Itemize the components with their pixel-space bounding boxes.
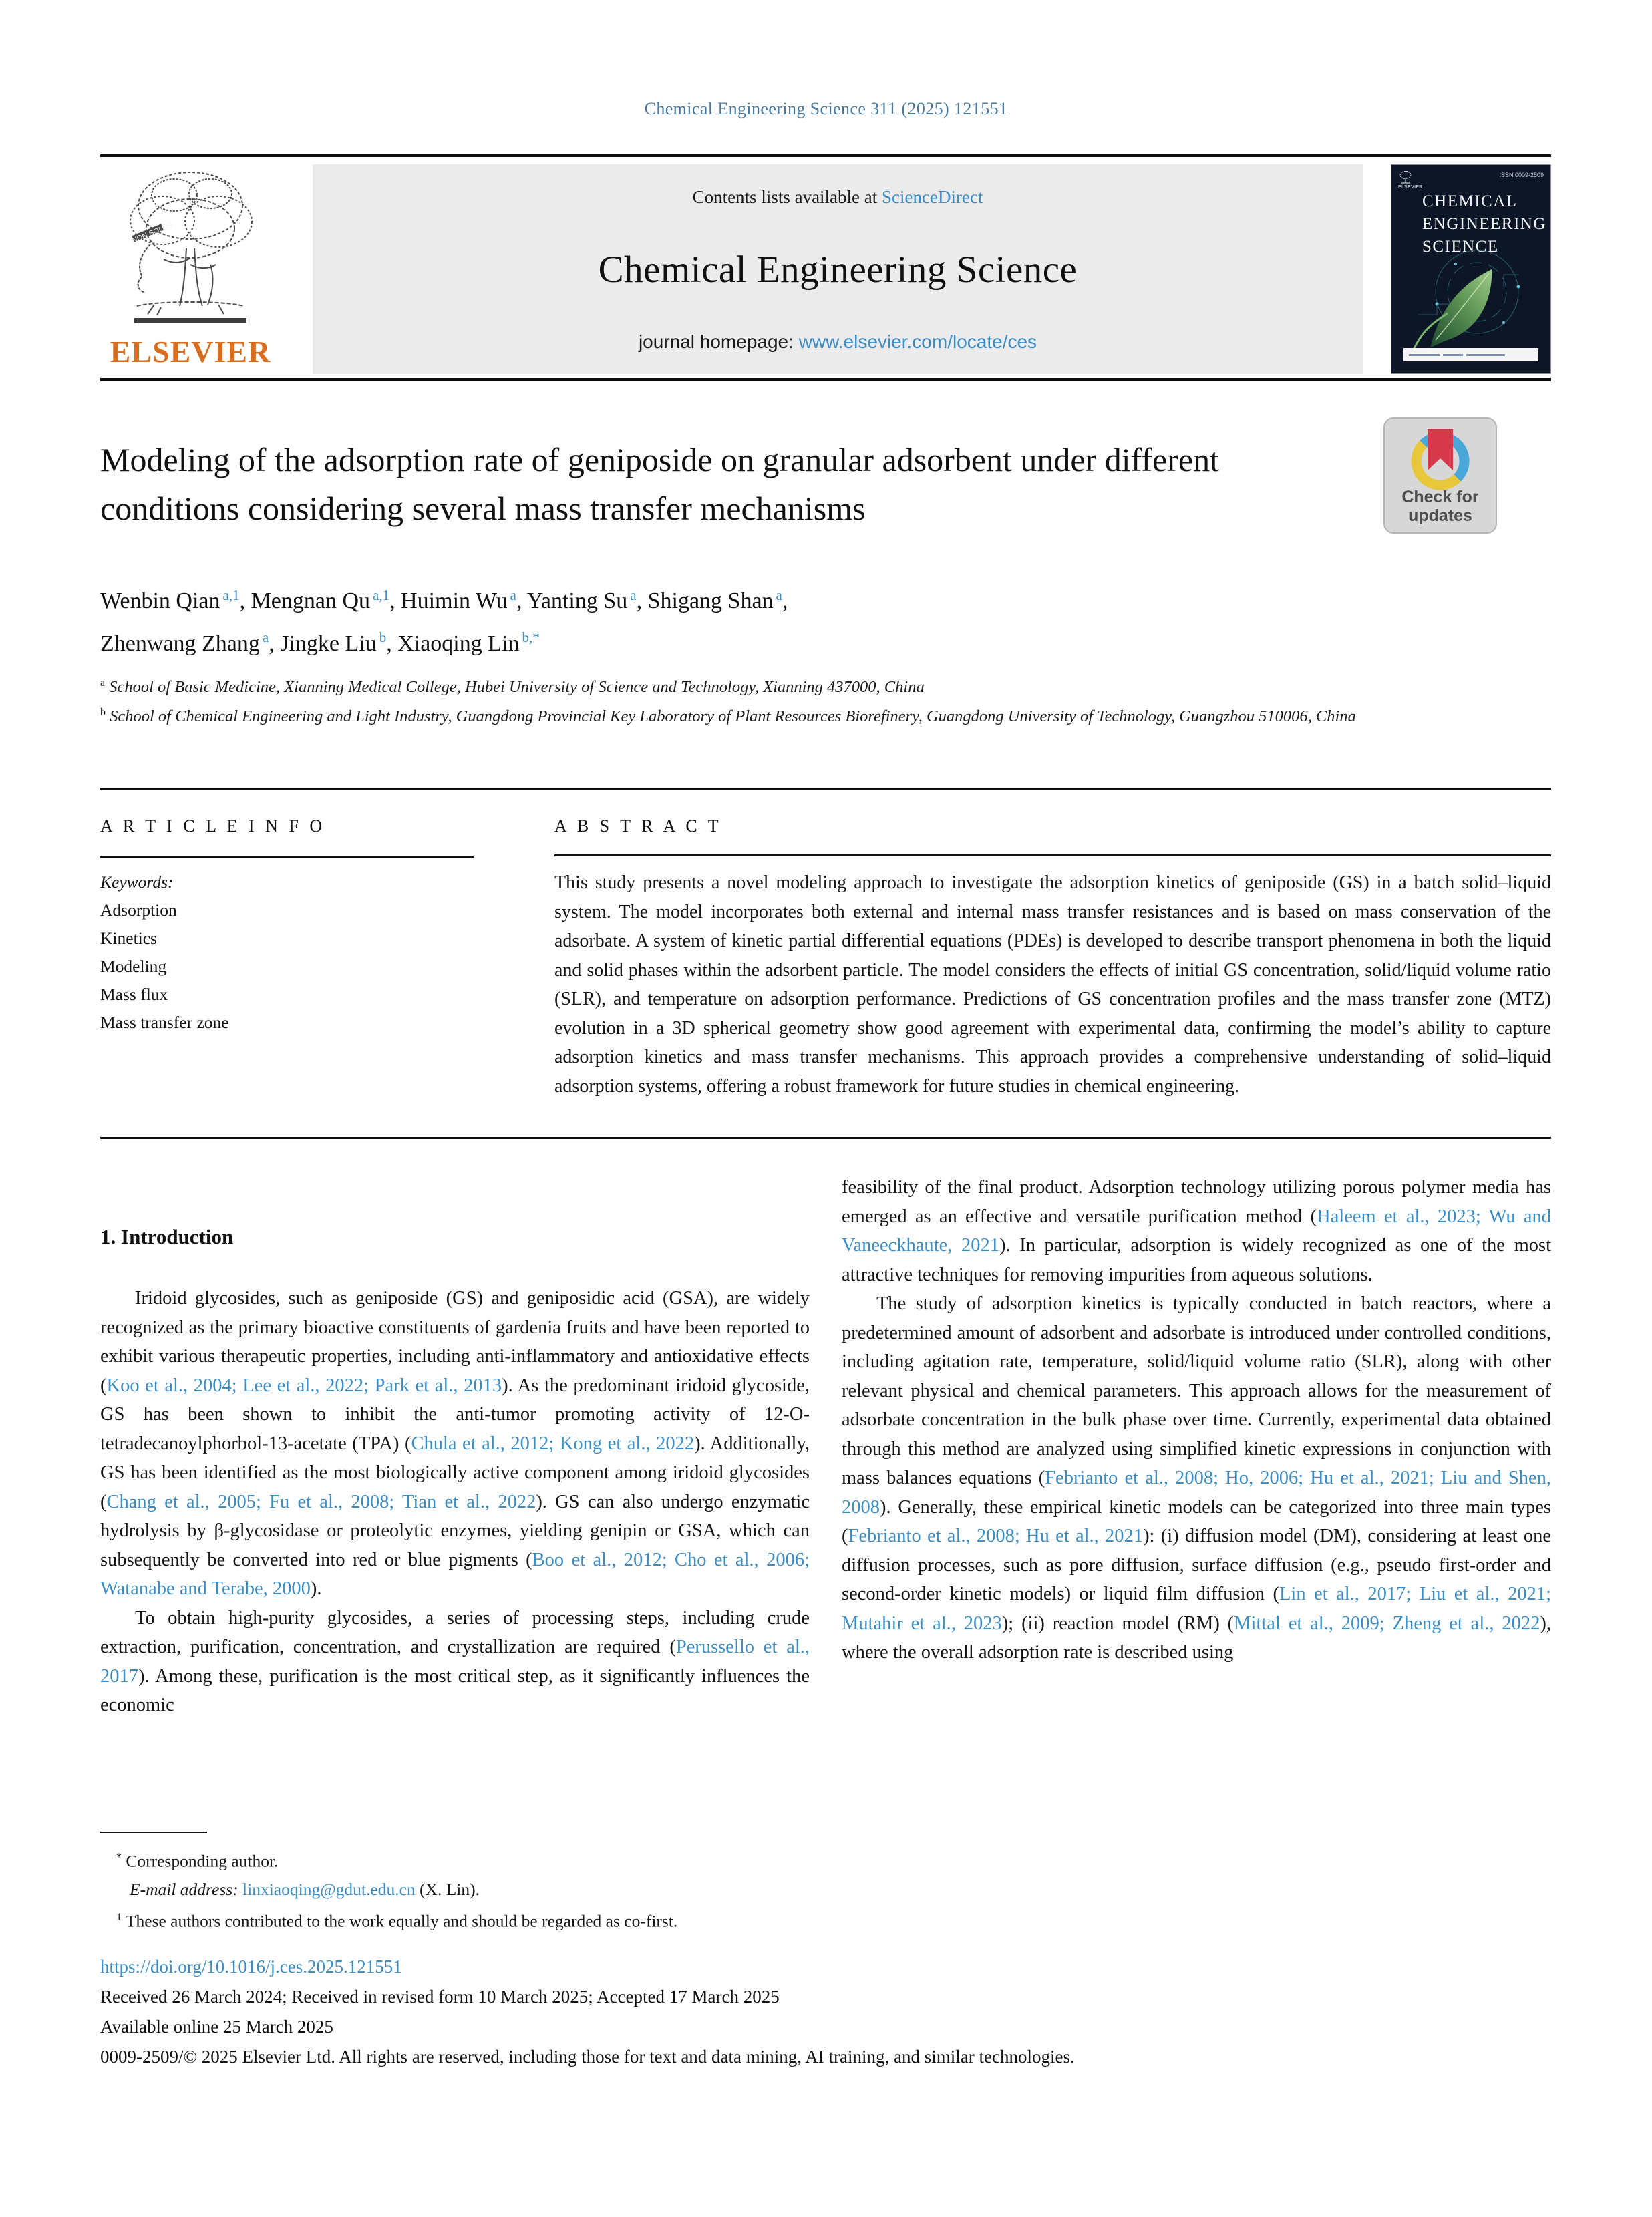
footnote-divider <box>100 1832 207 1833</box>
citation-link[interactable]: Febrianto et al., 2008; Hu et al., 2021 <box>848 1526 1144 1546</box>
journal-banner <box>100 164 1551 374</box>
left-column <box>100 1173 810 1720</box>
contents-line <box>693 187 983 208</box>
banner-center-box <box>313 164 1363 374</box>
logo-base <box>134 318 246 323</box>
left-column-paragraphs <box>100 1284 810 1720</box>
asterisk-marker: * <box>116 1852 122 1863</box>
abstract-rule <box>554 854 1551 856</box>
footnote-email <box>100 1876 822 1904</box>
article-info-column <box>100 816 501 1101</box>
keywords-list <box>100 896 501 1037</box>
check-updates-badge[interactable] <box>1383 417 1498 534</box>
copyright-line: 0009-2509/© 2025 Elsevier Ltd. All rights are reserved, including those for text and data mining, AI training, and similar technologies. <box>100 2047 1075 2067</box>
cover-elsevier-mark <box>1398 170 1423 190</box>
badge-label-line2: updates <box>1408 506 1472 525</box>
elsevier-logo <box>100 164 281 374</box>
badge-label-line1: Check for <box>1401 488 1479 506</box>
cover-tree-icon <box>1398 170 1413 185</box>
author: Wenbin Qian $^{a,1}$, <box>100 587 251 614</box>
publisher-name: ELSEVIER <box>110 335 271 369</box>
abstract-text: This study presents a novel modeling approach to investigate the adsorption kinetics of geniposide (GS) in a batch solid–liquid system. The model incorporates both external and internal mass transfer resistances and is based on mass conservation of the adsorbate. A system of kinetic partial differential equations (PDEs) is developed to describe transport phenomena in both the liquid and solid phases within the adsorbent particle. The model considers the effects of initial GS concentration, solid/liquid volume ratio (SLR), and temperature on adsorption performance. Predictions of GS concentration profiles and the mass transfer zone (MTZ) evolution in a 3D spherical geometry show good agreement with experimental data, confirming the model’s ability to capture adsorption kinetics and mass transfer mechanisms. This approach provides a comprehensive understanding of solid–liquid adsorption systems, offering a robust framework for future studies in chemical engineering. <box>554 872 1551 1097</box>
author-superscript: b,* <box>522 629 540 646</box>
contents-prefix: Contents lists available at <box>692 187 882 207</box>
citation-link[interactable]: Febrianto et al., 2008; Ho, 2006; Hu et al., 2021; Liu and Shen, 2008 <box>842 1468 1551 1518</box>
keyword-item: Mass flux <box>100 985 168 1004</box>
affiliation: $^b$ School of Chemical Engineering and Light Industry, Guangdong Provincial Key Laboratory of Plant Resources Biorefinery, Guangdong University of Technology, Guangzhou 510006, China <box>100 707 1356 726</box>
journal-cover <box>1391 164 1551 374</box>
right-column-paragraphs <box>842 1173 1551 1667</box>
author: Yanting Su $^a$, <box>526 587 648 614</box>
paragraph <box>100 1604 810 1720</box>
citation-link[interactable]: Haleem et al., 2023; Wu and Vaneeckhaute, 2021 <box>842 1206 1551 1256</box>
keyword-item: Adsorption <box>100 900 177 920</box>
article-title: Modeling of the adsorption rate of geniposide on granular adsorbent under different conditions considering several mass transfer mechanisms <box>100 441 1219 527</box>
author: Xiaoqing Lin $^{b,*}$ <box>397 629 540 656</box>
paragraph-text: feasibility of the final product. Adsorption technology utilizing porous polymer media has emerged as an effective and versatile purification method ( <box>842 1177 1551 1227</box>
paragraph <box>842 1173 1551 1289</box>
footnote-cofirst <box>100 1904 822 1936</box>
header-divider-rule <box>100 788 1551 790</box>
abstract-bottom-rule <box>100 1137 1551 1139</box>
logo-motto-text: NON SOLUS <box>130 221 174 245</box>
bottom-block <box>100 1952 1551 2072</box>
cover-title-line: ENGINEERING <box>1422 215 1546 233</box>
paragraph-text: ). Among these, purification is the most critical step, as it significantly influences the economic <box>100 1665 810 1715</box>
elsevier-tree-icon <box>110 164 271 333</box>
homepage-line <box>639 331 1037 353</box>
top-rule <box>100 154 1551 157</box>
paragraph-text: ). Generally, these empirical kinetic models can be categorized into three main types ( <box>842 1496 1551 1546</box>
author-superscript: a <box>630 587 637 603</box>
paragraph-text: ). Additionally, GS has been identified as the most biologically active component among iridoid glycosides ( <box>100 1433 810 1512</box>
keyword-item: Kinetics <box>100 928 157 948</box>
citation-link[interactable]: Boo et al., 2012; Cho et al., 2006; Watanabe and Terabe, 2000 <box>100 1549 810 1599</box>
paragraph-text: ); (ii) reaction model (RM) ( <box>1001 1612 1234 1634</box>
email-link[interactable]: linxiaoqing@gdut.edu.cn <box>242 1879 416 1899</box>
author-superscript: a,1 <box>222 587 240 603</box>
body-columns <box>100 1173 1551 1720</box>
cover-publisher-label: ELSEVIER <box>1398 185 1423 190</box>
affiliation: $^a$ School of Basic Medicine, Xianning Medical College, Hubei University of Science and Technology, Xianning 437000, China <box>100 677 925 697</box>
author-superscript: a <box>262 629 269 646</box>
running-head: Chemical Engineering Science 311 (2025) 121551 <box>644 99 1008 118</box>
available-line: Available online 25 March 2025 <box>100 2017 333 2037</box>
citation-link[interactable]: Lin et al., 2017; Liu et al., 2021; Mutahir et al., 2023 <box>842 1584 1551 1634</box>
cover-title-line: CHEMICAL <box>1422 192 1518 210</box>
abstract-column <box>554 816 1551 1101</box>
homepage-link[interactable]: www.elsevier.com/locate/ces <box>798 331 1037 352</box>
homepage-prefix: journal homepage: <box>638 331 799 352</box>
sciencedirect-link[interactable]: ScienceDirect <box>882 187 983 207</box>
author-superscript: a,1 <box>373 587 390 603</box>
citation-link[interactable]: Mittal et al., 2009; Zheng et al., 2022 <box>1234 1612 1540 1634</box>
author-superscript: a <box>510 587 516 603</box>
received-line: Received 26 March 2024; Received in revised form 10 March 2025; Accepted 17 March 2025 <box>100 1987 780 2007</box>
paragraph-text: ): (i) diffusion model (DM), considering at least one diffusion processes, such as pore diffusion, surface diffusion (e.g., pseudo first-order and second-order kinetic models) or liquid film diffusion ( <box>842 1526 1552 1604</box>
paragraph-text: The study of adsorption kinetics is typically conducted in batch reactors, where a predetermined amount of adsorbent and adsorbate is introduced under controlled conditions, including agitation rate, temperature, solid/liquid volume ratio (SLR), along with other relevant physical and chemical parameters. This approach allows for the measurement of adsorbate concentration in the bulk phase over time. Currently, experimental data obtained through this method are analyzed using simplified kinetic expressions in conjunction with mass balances equations ( <box>842 1293 1551 1488</box>
email-suffix: (X. Lin). <box>415 1879 480 1899</box>
footnote-corresponding <box>100 1844 822 1876</box>
keywords-label: Keywords: <box>100 872 174 892</box>
keyword-item: Mass transfer zone <box>100 1013 229 1032</box>
paragraph-text: ). As the predominant iridoid glycoside, GS has been shown to inhibit the anti-tumor promoting activity of 12-O-tetradecanoylphorbol-13-acetate (TPA) ( <box>100 1375 810 1454</box>
cofirst-text: These authors contributed to the work equally and should be regarded as co-first. <box>125 1911 678 1930</box>
banner-bottom-rule <box>100 378 1551 381</box>
affiliations <box>100 671 1423 729</box>
cofirst-marker: 1 <box>116 1911 122 1923</box>
paragraph <box>100 1284 810 1604</box>
authors-line <box>100 577 1276 662</box>
paragraph-text: Iridoid glycosides, such as geniposide (GS) and geniposidic acid (GSA), are widely recognized as the primary bioactive constituents of gardenia fruits and have been reported to exhibit various therapeutic properties, including anti-inflammatory and antioxidative effects ( <box>100 1288 810 1396</box>
author: Huimin Wu $^a$, <box>401 587 527 614</box>
author: Zhenwang Zhang $^a$, <box>100 629 281 656</box>
paragraph-text: ), where the overall adsorption rate is described using <box>842 1612 1551 1663</box>
footnotes <box>100 1832 822 1935</box>
journal-title: Chemical Engineering Science <box>598 248 1078 291</box>
paragraph-text: To obtain high-purity glycosides, a series of processing steps, including crude extraction, purification, concentration, and crystallization are required ( <box>100 1607 810 1657</box>
doi-link[interactable]: https://doi.org/10.1016/j.ces.2025.121551 <box>100 1956 402 1977</box>
article-info-rule <box>100 856 474 858</box>
introduction-heading: 1. Introduction <box>100 1225 234 1248</box>
author: Mengnan Qu $^{a,1}$, <box>251 587 401 614</box>
author-superscript: a <box>776 587 782 603</box>
citation-link[interactable]: Chang et al., 2005; Fu et al., 2008; Tian et al., 2022 <box>106 1491 536 1512</box>
info-abstract-section <box>100 816 1551 1101</box>
email-label: E-mail address: <box>130 1879 238 1899</box>
cover-title-line: SCIENCE <box>1422 238 1499 256</box>
keyword-item: Modeling <box>100 957 167 976</box>
citation-link[interactable]: Perussello et al., 2017 <box>100 1637 810 1687</box>
paragraph <box>842 1289 1551 1667</box>
author-superscript: b <box>379 629 387 646</box>
paragraph-text: ). <box>310 1578 322 1599</box>
cover-issn: ISSN 0009-2509 <box>1499 172 1544 178</box>
author: Jingke Liu $^b$, <box>280 629 398 656</box>
citation-link[interactable]: Chula et al., 2012; Kong et al., 2022 <box>411 1433 695 1454</box>
paragraph-text: ). In particular, adsorption is widely recognized as one of the most attractive techniques for removing impurities from aqueous solutions. <box>842 1235 1551 1285</box>
right-column <box>842 1173 1551 1720</box>
corresponding-text: Corresponding author. <box>126 1851 279 1871</box>
author: Shigang Shan $^a$, <box>647 587 788 614</box>
paragraph-text: ). GS can also undergo enzymatic hydrolysis by β-glycosidase or proteolytic enzymes, yielding genipin or GSA, which can subsequently be converted into red or blue pigments ( <box>100 1491 810 1570</box>
cover-footer-bar <box>1403 348 1538 361</box>
cover-leaf-icon <box>1391 234 1550 355</box>
abstract-heading: A B S T R A C T <box>554 816 722 836</box>
citation-link[interactable]: Koo et al., 2004; Lee et al., 2022; Park et al., 2013 <box>106 1375 502 1396</box>
article-info-heading: A R T I C L E I N F O <box>100 816 326 836</box>
